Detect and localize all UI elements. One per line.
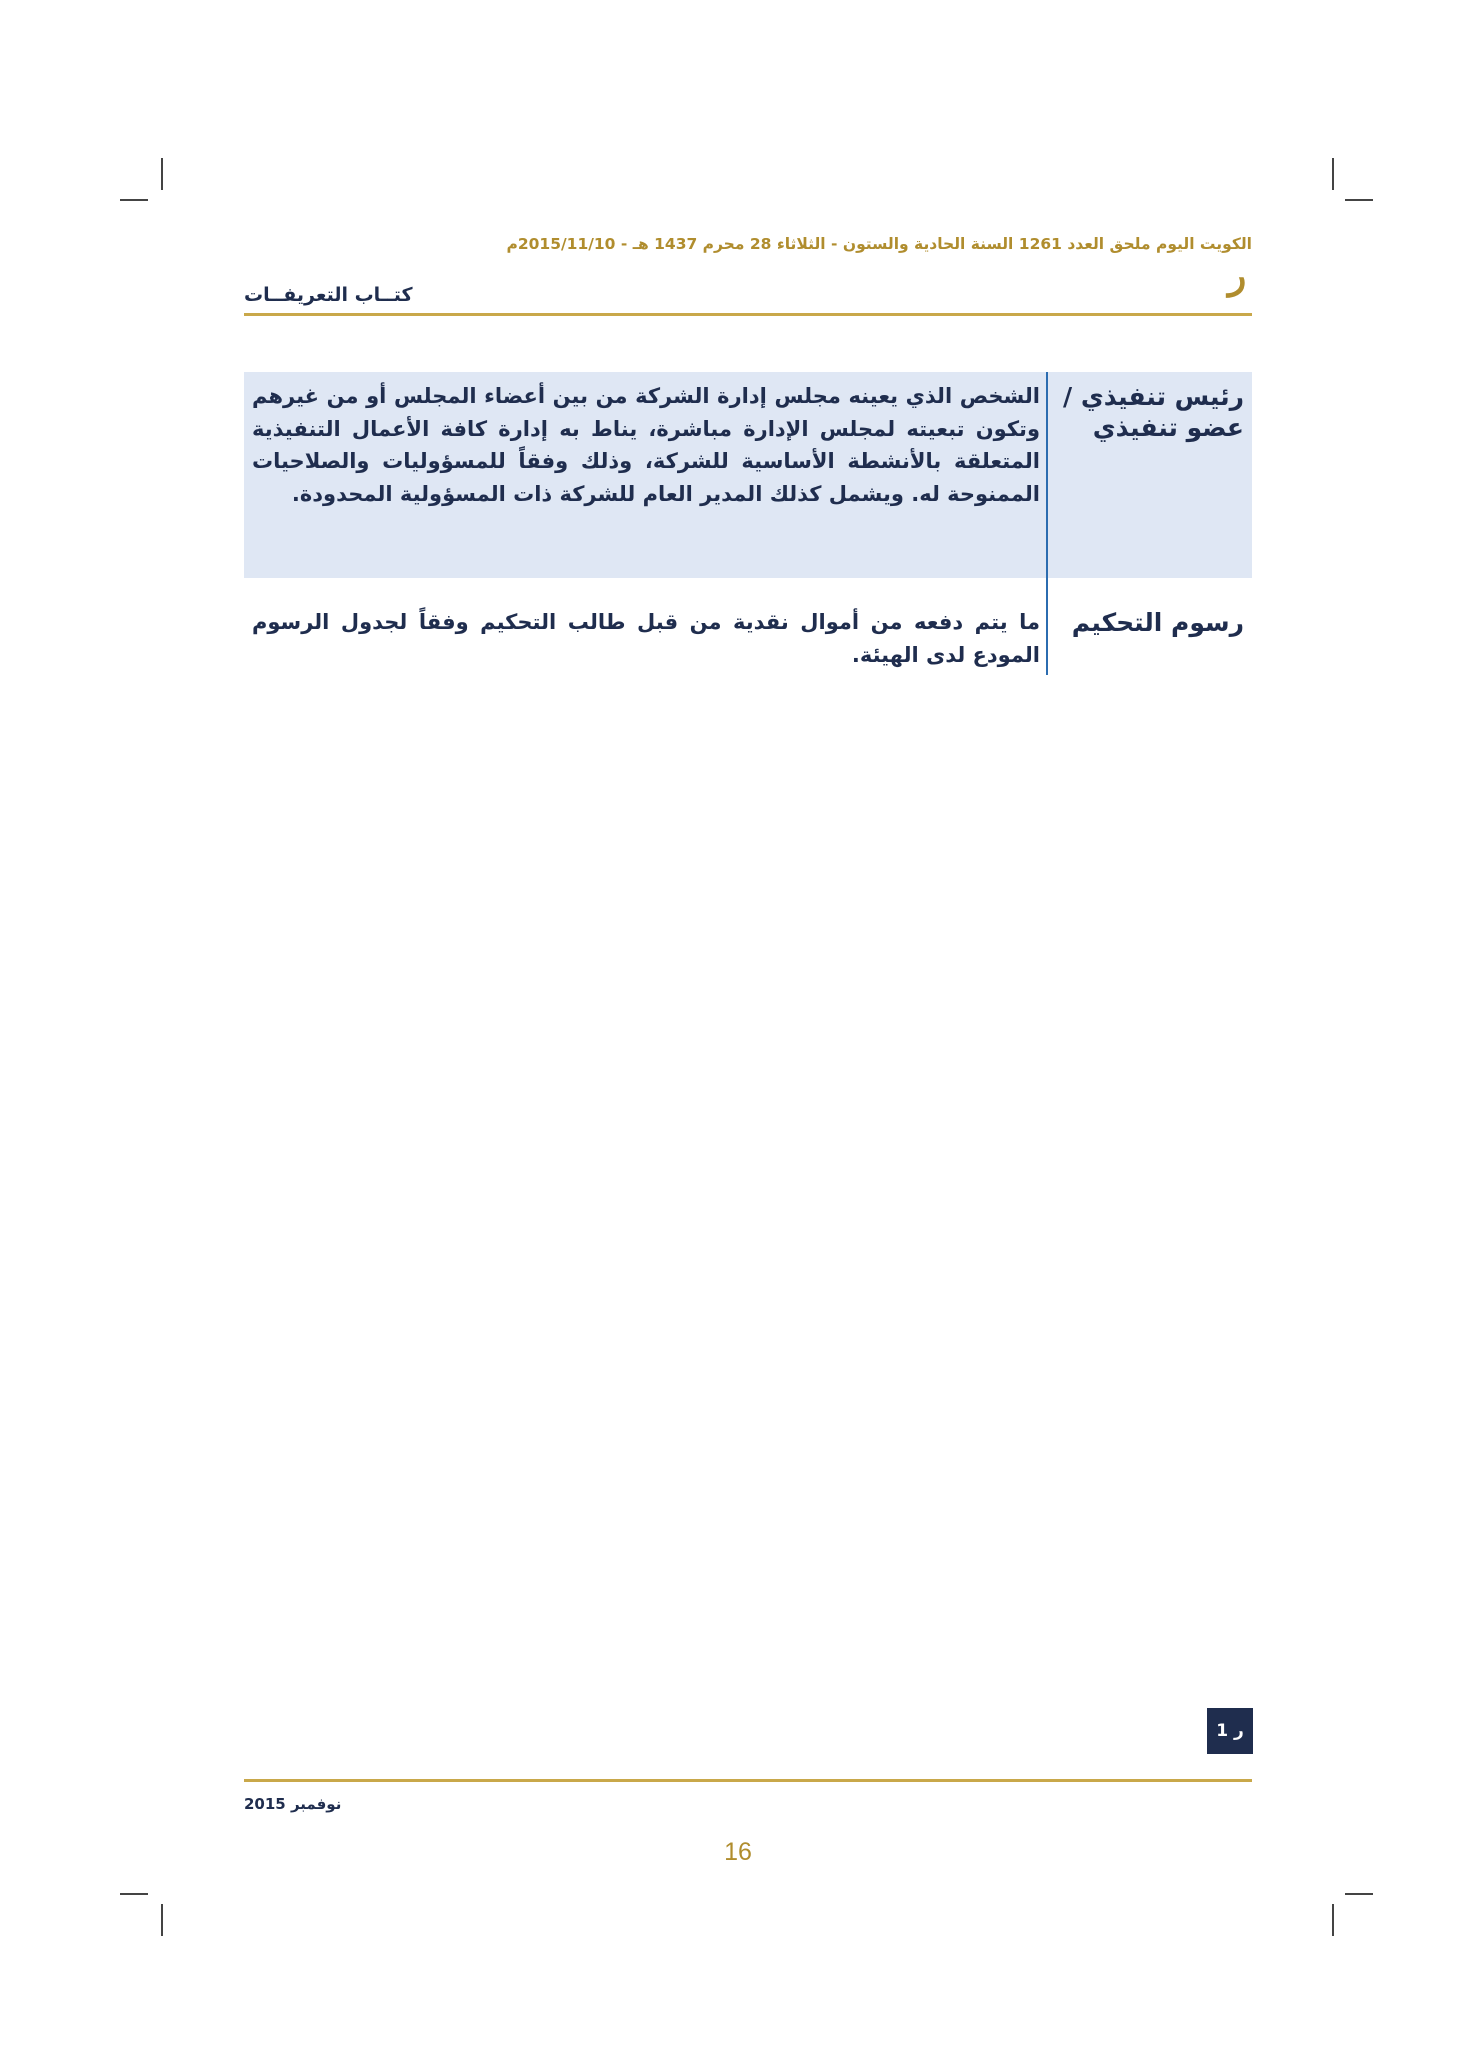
crop-mark [120, 199, 148, 201]
gap-term [1047, 578, 1252, 598]
gazette-header: الكويت اليوم ملحق العدد 1261 السنة الحادية والستون - الثلاثاء 28 محرم 1437 هـ - 2015/11/10م [506, 235, 1252, 253]
definition-text: ما يتم دفعه من أموال نقدية من قبل طالب التحكيم وفقاً لجدول الرسوم المودع لدى الهيئة. [244, 598, 1047, 675]
header-rule [244, 313, 1252, 316]
crop-mark [1345, 199, 1373, 201]
crop-mark [1332, 158, 1334, 190]
crop-mark [1332, 1904, 1334, 1936]
gap-def [244, 578, 1047, 598]
footer-date: نوفمبر 2015 [244, 1795, 342, 1813]
definition-term: رسوم التحكيم [1071, 608, 1244, 637]
row-gap [244, 578, 1252, 598]
crop-mark [161, 158, 163, 190]
definition-row [244, 372, 1252, 578]
definition-row [244, 598, 1252, 675]
crop-mark [161, 1904, 163, 1936]
definitions-table [244, 372, 1252, 675]
definition-term: رئيس تنفيذي / عضو تنفيذي [1047, 372, 1252, 578]
book-title: كتــاب التعريفــات [244, 284, 413, 306]
footer-rule [244, 1779, 1252, 1782]
crop-mark [120, 1893, 148, 1895]
definition-text: الشخص الذي يعينه مجلس إدارة الشركة من بين أعضاء المجلس أو من غيرهم وتكون تبعيته لمجلس الإدارة مباشرة، يناط به إدارة كافة الأعمال التنفيذية المتعلقة بالأنشطة الأساسية للشركة، وذلك وفقاً للمسؤوليات والصلاحيات الممنوحة له. ويشمل كذلك المدير العام للشركة ذات المسؤولية المحدودة. [244, 372, 1047, 578]
page-number: 16 [724, 1838, 752, 1866]
section-letter: ر [1228, 252, 1247, 297]
section-page-badge: ر 1 [1207, 1708, 1253, 1754]
crop-mark [1345, 1893, 1373, 1895]
